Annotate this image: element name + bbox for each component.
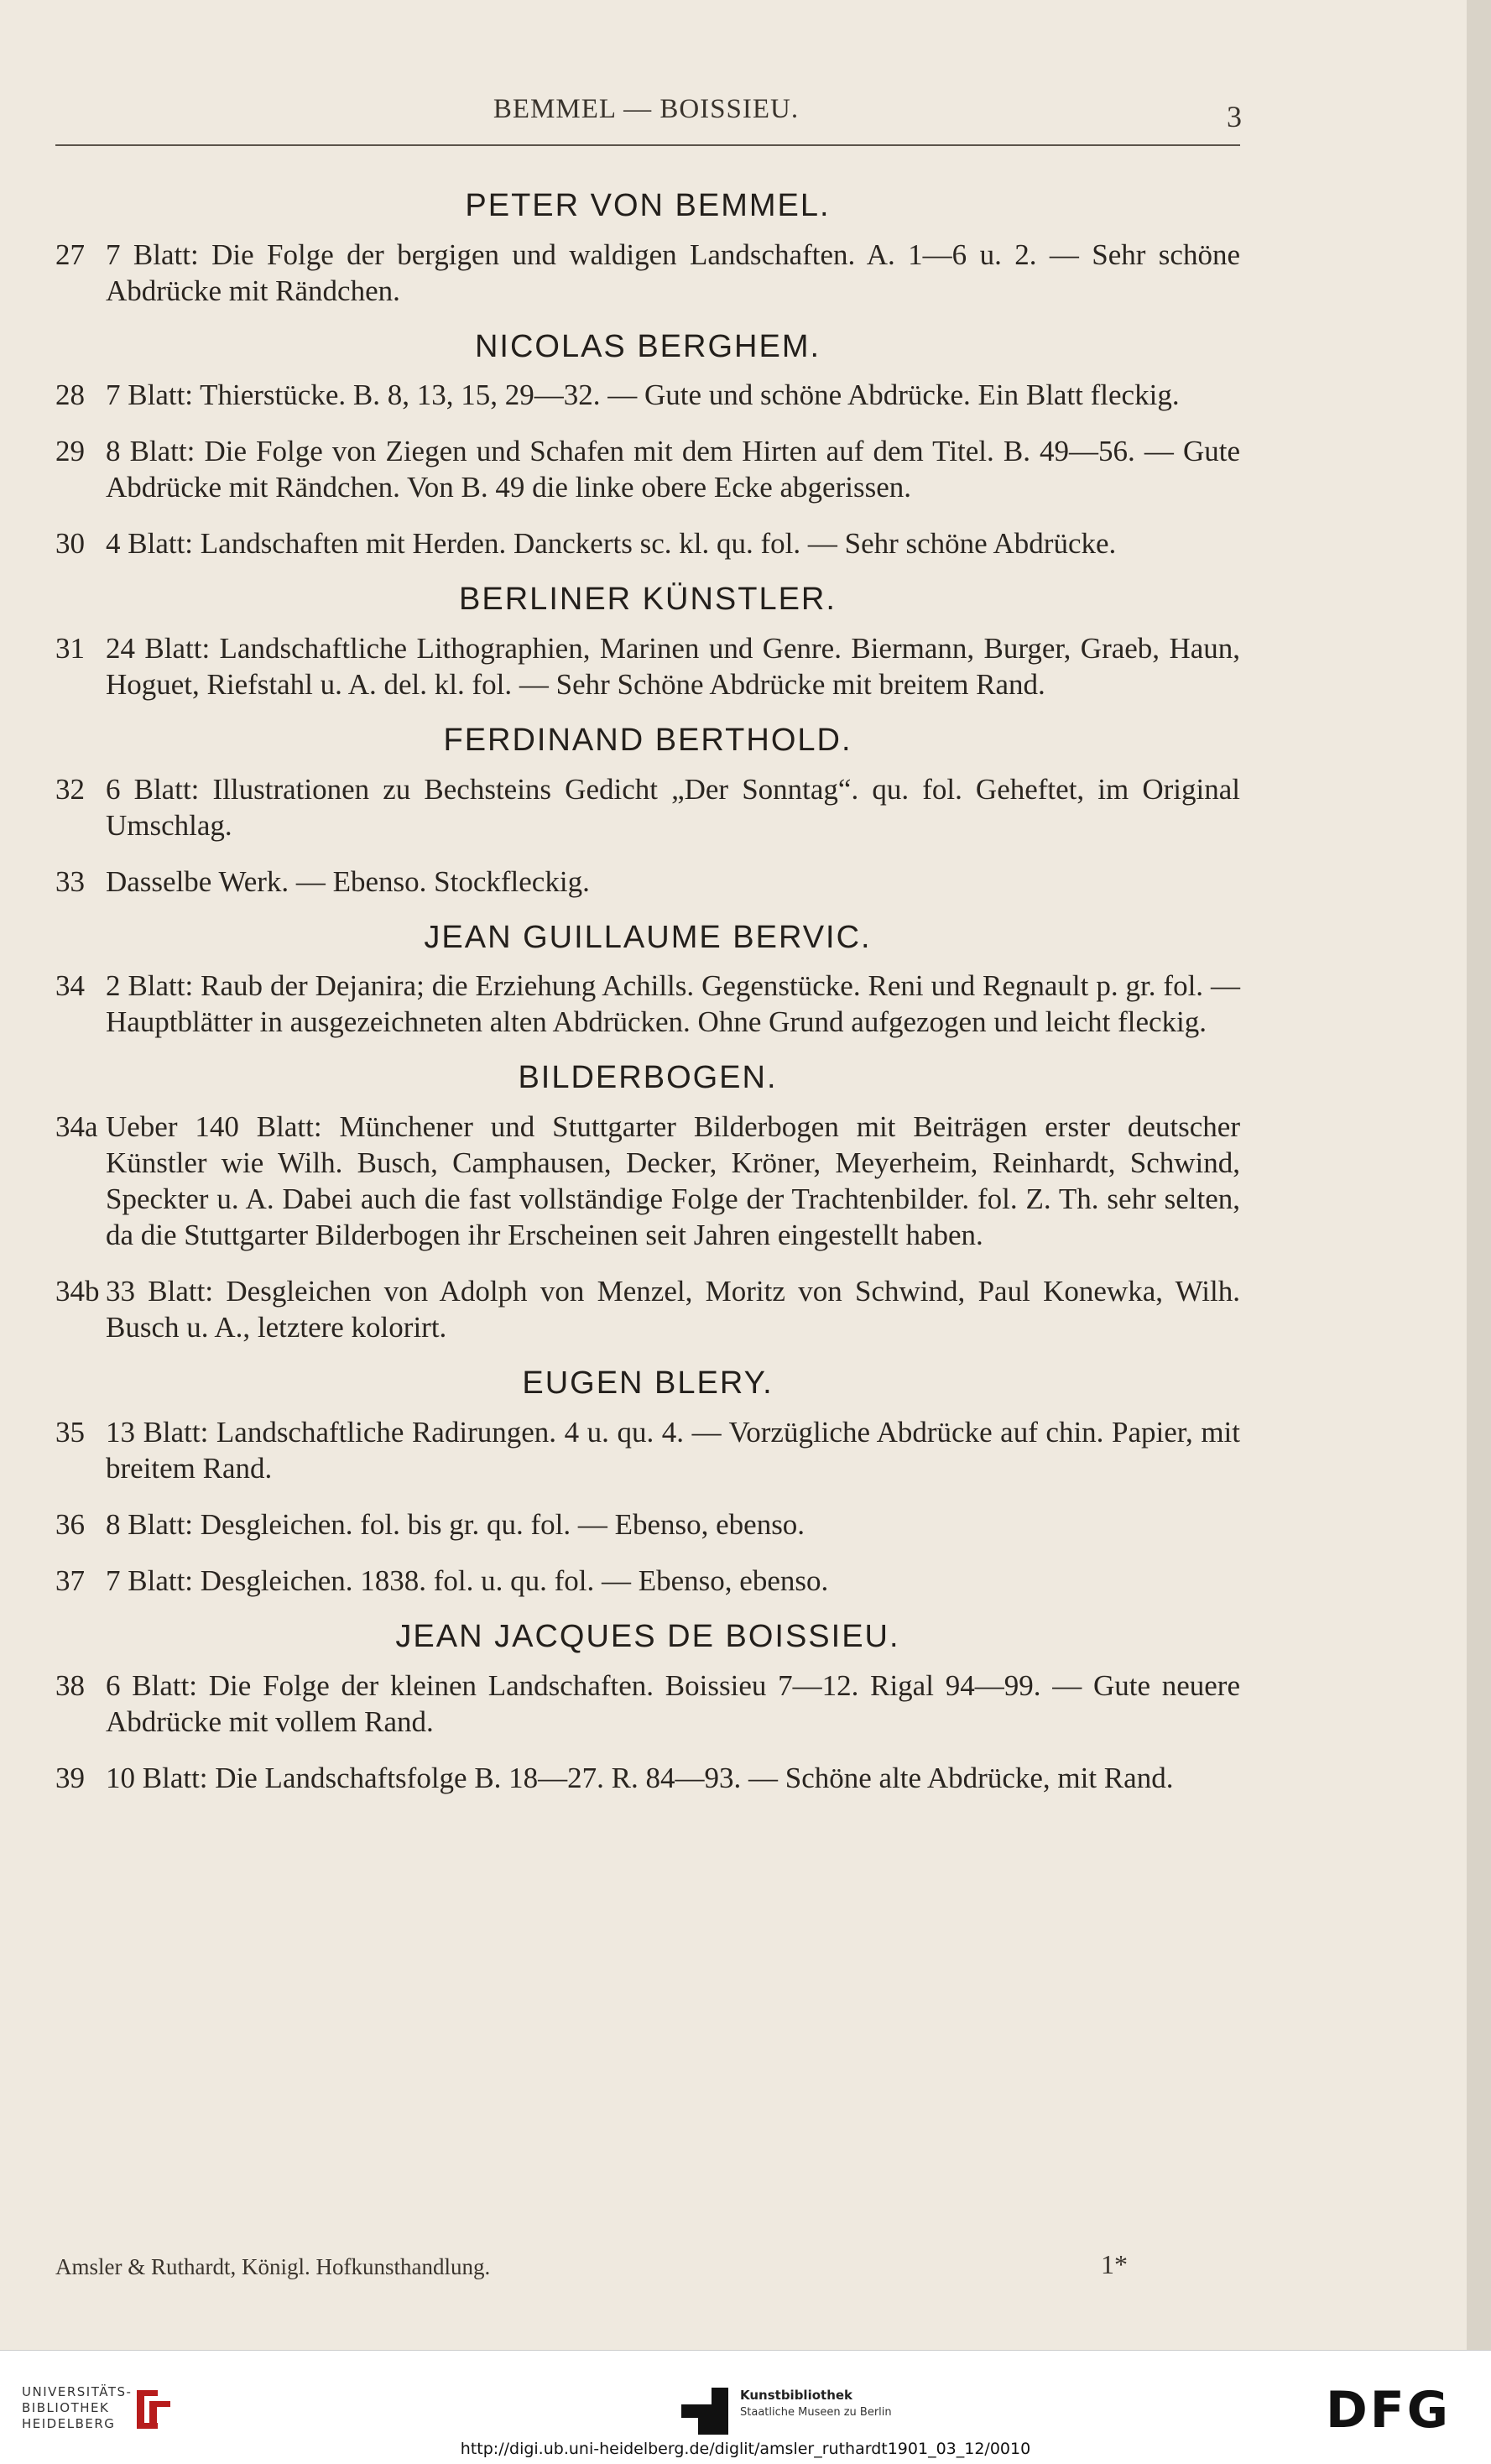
publisher-imprint: Amsler & Ruthardt, Königl. Hofkunsthandlung. <box>55 2254 491 2279</box>
section-heading: NICOLAS BERGHEM. <box>474 328 821 364</box>
catalog-entry <box>55 630 1240 702</box>
entry-text: 6 Blatt: Die Folge der kleinen Landschaften. Boissieu 7—12. Rigal 94—99. — Gute neuere Abdrücke mit vollem Rand. <box>106 1668 1240 1738</box>
header-rule <box>55 144 1240 146</box>
entry-text: 7 Blatt: Die Folge der bergigen und waldigen Landschaften. A. 1—6 u. 2. — Sehr schöne Abdrücke mit Rändchen. <box>106 238 1240 307</box>
catalog-entry <box>55 1760 1240 1796</box>
entry-text: 8 Blatt: Desgleichen. fol. bis gr. qu. fol. — Ebenso, ebenso. <box>106 1507 805 1541</box>
entry-number: 38 <box>55 1668 85 1702</box>
entry-number: 32 <box>55 772 85 806</box>
catalog-entry <box>55 1414 1240 1486</box>
entry-text: Dasselbe Werk. — Ebenso. Stockfleckig. <box>106 864 590 898</box>
entry-number: 34b <box>55 1275 100 1308</box>
university-line-1: UNIVERSITÄTS- <box>22 2384 133 2399</box>
viewer-bottom-bar <box>0 2350 1491 2464</box>
running-head: BEMMEL — BOISSIEU. <box>493 94 800 124</box>
catalog-entry <box>55 1668 1240 1740</box>
section-heading: JEAN JACQUES DE BOISSIEU. <box>395 1618 900 1654</box>
entry-number: 33 <box>55 864 85 898</box>
entry-number: 30 <box>55 527 85 561</box>
kunstbibliothek-subtitle: Staatliche Museen zu Berlin <box>740 2406 892 2419</box>
entry-number: 31 <box>55 632 85 666</box>
entry-number: 34 <box>55 969 85 1003</box>
entry-number: 28 <box>55 378 85 412</box>
heidelberg-logo-icon <box>133 2386 175 2433</box>
dfg-logo: DFG <box>1326 2381 1452 2440</box>
entry-text: 24 Blatt: Landschaftliche Lithographien, Marinen und Genre. Biermann, Burger, Graeb, Haun, Hoguet, Riefstahl u. A. del. kl. fol. — Sehr Schöne Abdrücke mit breitem Rand. <box>106 632 1240 702</box>
section-heading: BERLINER KÜNSTLER. <box>459 582 837 618</box>
signature-mark: 1* <box>1101 2249 1128 2279</box>
entry-text: 4 Blatt: Landschaften mit Herden. Danckerts sc. kl. qu. fol. — Sehr schöne Abdrücke. <box>106 527 1117 561</box>
entry-text: 8 Blatt: Die Folge von Ziegen und Schafen mit dem Hirten auf dem Titel. B. 49—56. — Gute Abdrücke mit Rändchen. Von B. 49 die linke obere Ecke abgerissen. <box>106 435 1240 504</box>
entry-number: 39 <box>55 1761 85 1794</box>
university-line-3: HEIDELBERG <box>22 2416 116 2431</box>
catalog-entry <box>55 433 1240 505</box>
catalog-entry <box>55 968 1240 1040</box>
entry-text: 2 Blatt: Raub der Dejanira; die Erziehung Achills. Gegenstücke. Reni und Regnault p. gr. fol. — Hauptblätter in ausgezeichneten alten Abdrücken. Ohne Grund aufgezogen und leicht fleckig. <box>106 969 1240 1039</box>
page-number: 3 <box>1227 100 1242 133</box>
entry-text: 7 Blatt: Desgleichen. 1838. fol. u. qu. fol. — Ebenso, ebenso. <box>106 1563 829 1597</box>
entry-number: 34a <box>55 1110 98 1144</box>
entry-text: Ueber 140 Blatt: Münchener und Stuttgarter Bilderbogen mit Beiträgen erster deutscher Künstler wie Wilh. Busch, Camphausen, Decker, Kröner, Meyerheim, Reinhardt, Schwind, Speckter u. A. Dabei auch die fast vollständige Folge der Trachtenbilder. fol. Z. Th. sehr selten, da die Stuttgarter Bilderbogen ihr Erscheinen seit Jahren eingestellt haben. <box>106 1110 1240 1252</box>
entry-text: 13 Blatt: Landschaftliche Radirungen. 4 u. qu. 4. — Vorzügliche Abdrücke auf chin. Papier, mit breitem Rand. <box>106 1415 1240 1485</box>
entry-text: 10 Blatt: Die Landschaftsfolge B. 18—27. R. 84—93. — Schöne alte Abdrücke, mit Rand. <box>106 1761 1174 1794</box>
entry-text: 7 Blatt: Thierstücke. B. 8, 13, 15, 29—32. — Gute und schöne Abdrücke. Ein Blatt fleckig. <box>106 378 1180 412</box>
entry-number: 27 <box>55 238 85 271</box>
catalog-entry <box>55 1109 1240 1253</box>
entry-number: 29 <box>55 435 85 468</box>
catalog-content <box>55 175 1240 1816</box>
catalog-entry <box>55 237 1240 309</box>
kunstbibliothek-name: Kunstbibliothek <box>740 2388 853 2403</box>
section-heading: PETER VON BEMMEL. <box>465 188 831 223</box>
section-heading: BILDERBOGEN. <box>518 1060 778 1096</box>
entry-text: 6 Blatt: Illustrationen zu Bechsteins Gedicht „Der Sonntag“. qu. fol. Geheftet, im Original Umschlag. <box>106 772 1240 842</box>
catalog-entry <box>55 377 1240 413</box>
catalog-entry <box>55 1273 1240 1345</box>
entry-number: 37 <box>55 1563 85 1597</box>
section-heading: EUGEN BLERY. <box>522 1365 774 1402</box>
catalog-entry <box>55 525 1240 561</box>
university-line-2: BIBLIOTHEK <box>22 2400 110 2415</box>
entry-number: 36 <box>55 1507 85 1541</box>
university-library-name <box>22 2384 132 2432</box>
page-edge <box>1467 0 1491 2350</box>
catalog-entry <box>55 771 1240 843</box>
entry-number: 35 <box>55 1415 85 1449</box>
section-heading: FERDINAND BERTHOLD. <box>443 723 852 759</box>
permalink-url[interactable]: http://digi.ub.uni-heidelberg.de/diglit/amsler_ruthardt1901_03_12/0010 <box>460 2440 1031 2458</box>
catalog-entry <box>55 864 1240 900</box>
section-heading: JEAN GUILLAUME BERVIC. <box>424 919 872 955</box>
entry-text: 33 Blatt: Desgleichen von Adolph von Menzel, Moritz von Schwind, Paul Konewka, Wilh. Busch u. A., letztere kolorirt. <box>106 1275 1240 1344</box>
kunstbibliothek-logo-icon <box>681 2388 728 2435</box>
catalog-entry <box>55 1563 1240 1599</box>
catalog-entry <box>55 1506 1240 1543</box>
